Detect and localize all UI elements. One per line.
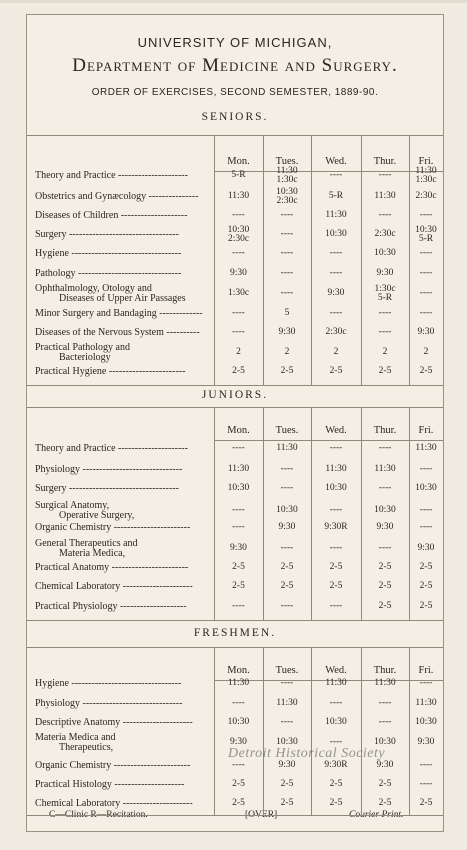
schedule-cell: 10:30 5-R [415, 225, 437, 244]
schedule-cell: 2-5 [419, 798, 433, 808]
schedule-cell: ---- [280, 268, 294, 278]
schedule-cell: 11:30 1:30c [276, 166, 298, 185]
schedule-cell: 11:30 [374, 678, 396, 688]
schedule-cell: ---- [329, 543, 343, 553]
schedule-cell: ---- [232, 522, 245, 532]
schedule-cell: ---- [280, 601, 294, 611]
schedule-cell: 10:30 [325, 717, 347, 727]
subject-label [35, 269, 213, 279]
schedule-cell: 2-5 [329, 798, 343, 808]
schedule-cell: 2-5 [378, 779, 392, 789]
schedule-cell: 2 [423, 347, 429, 357]
schedule-cell: 10:30 [227, 717, 250, 727]
schedule-cell: 2-5 [329, 779, 343, 789]
day-header: Fri. [418, 425, 434, 436]
schedule-cell: ---- [419, 268, 433, 278]
schedule-cell: 9:30 [278, 327, 296, 337]
schedule-cell: ---- [419, 678, 433, 688]
schedule-cell: ---- [280, 717, 294, 727]
subject-line: Therapeutics, [59, 742, 114, 753]
schedule-cell: ---- [232, 698, 245, 708]
schedule-cell: 9:30 [230, 543, 247, 553]
university-heading: UNIVERSITY OF MICHIGAN, [137, 35, 333, 50]
day-header: Mon. [227, 425, 250, 436]
schedule-cell: ---- [329, 443, 343, 453]
subject-label [35, 484, 213, 494]
schedule-cell: 10:30 2:30c [227, 225, 250, 244]
schedule-cell: ---- [419, 505, 433, 515]
schedule-cell: 9:30 [327, 288, 345, 298]
schedule-cell: 9:30 [417, 327, 435, 337]
day-header: Thur. [373, 425, 397, 436]
schedule-cell: 2:30c [325, 327, 347, 337]
schedule-cell: 11:30 [227, 678, 250, 688]
section-bottom-rule [27, 385, 443, 386]
schedule-cell: ---- [329, 505, 343, 515]
schedule-cell: 9:30 [278, 522, 296, 532]
schedule-cell: ---- [329, 308, 343, 318]
schedule-cell: ---- [419, 779, 433, 789]
schedule-cell: 2-5 [329, 581, 343, 591]
schedule-cell: 2-5 [329, 366, 343, 376]
subject-line: Ophthalmology, Otology and [35, 284, 152, 294]
subject-label [35, 563, 213, 573]
subject-line: Hygiene --------------------------------- [35, 249, 182, 259]
section-top-rule [27, 135, 443, 136]
subject-label [35, 192, 213, 202]
schedule-cell: ---- [378, 443, 392, 453]
subject-line: Minor Surgery and Bandaging ------------- [35, 309, 203, 319]
schedule-cell: 2-5 [419, 562, 433, 572]
schedule-cell: 9:30 [230, 268, 247, 278]
subject-label [35, 718, 213, 728]
schedule-cell: ---- [378, 170, 392, 180]
schedule-cell: ---- [419, 760, 433, 770]
subject-label [35, 582, 213, 592]
schedule-cell: ---- [419, 210, 433, 220]
subject-line: Theory and Practice --------------------- [35, 444, 188, 454]
subject-label [35, 343, 213, 363]
schedule-cell: 2-5 [329, 562, 343, 572]
day-header: Fri. [418, 665, 434, 676]
schedule-cell: 10:30 [374, 505, 396, 515]
day-header: Wed. [325, 425, 347, 436]
subject-label [35, 539, 213, 559]
schedule-cell: 2-5 [232, 798, 245, 808]
subject-line: Practical Hygiene ----------------------- [35, 367, 186, 377]
schedule-cell: 5-R [328, 191, 344, 201]
footer-printer: Courier Print. [349, 810, 404, 820]
schedule-cell: 2-5 [232, 779, 245, 789]
schedule-cell: ---- [329, 268, 343, 278]
subject-line: Surgery --------------------------------- [35, 230, 179, 240]
section-top-rule [27, 647, 443, 648]
schedule-cell: ---- [419, 248, 433, 258]
subject-label [35, 799, 213, 809]
subject-line: Operative Surgery, [59, 510, 135, 521]
schedule-cell: ---- [232, 327, 245, 337]
schedule-cell: ---- [329, 601, 343, 611]
day-header: Wed. [325, 156, 347, 167]
subject-line: Diseases of Children -------------------- [35, 211, 188, 221]
subject-line: General Therapeutics and [35, 539, 138, 549]
subject-line: Organic Chemistry ----------------------- [35, 761, 191, 771]
schedule-cell: ---- [232, 601, 245, 611]
schedule-cell: 11:30 [276, 443, 298, 453]
schedule-cell: 10:30 [276, 737, 298, 747]
page-top-edge [0, 0, 467, 3]
schedule-cell: 11:30 1:30c [415, 166, 437, 185]
schedule-cell: 1:30c [227, 288, 250, 298]
day-header: Mon. [227, 665, 250, 676]
schedule-cell: ---- [419, 464, 433, 474]
subject-line: Chemical Laboratory --------------------- [35, 582, 193, 592]
schedule-cell: 11:30 [415, 698, 437, 708]
schedule-cell: 2:30c [415, 191, 437, 201]
schedule-cell: 2-5 [419, 366, 433, 376]
schedule-cell: 11:30 [325, 210, 347, 220]
schedule-cell: ---- [378, 210, 392, 220]
schedule-cell: ---- [378, 308, 392, 318]
schedule-cell: 11:30 [227, 464, 250, 474]
schedule-cell: 2 [333, 347, 339, 357]
schedule-cell: 10:30 [374, 248, 396, 258]
schedule-cell: 9:30 [376, 760, 394, 770]
subject-label [35, 523, 213, 533]
schedule-cell: 10:30 [325, 229, 347, 239]
semester-subtitle: ORDER OF EXERCISES, SECOND SEMESTER, 1889-90. [91, 87, 379, 98]
schedule-cell: 9:30 [376, 268, 394, 278]
schedule-cell: ---- [232, 210, 245, 220]
section-title: SENIORS. [201, 111, 269, 123]
schedule-cell: 10:30 [325, 483, 347, 493]
schedule-cell: 9:30 [417, 737, 435, 747]
day-header: Fri. [418, 156, 434, 167]
footer-over: [OVER] [245, 810, 278, 820]
subject-label [35, 171, 213, 181]
subject-line: Diseases of the Nervous System ---------- [35, 328, 200, 338]
schedule-cell: ---- [378, 327, 392, 337]
section-title: JUNIORS. [201, 389, 269, 401]
schedule-cell: 9:30 [417, 543, 435, 553]
schedule-cell: ---- [280, 464, 294, 474]
schedule-cell: 2-5 [378, 798, 392, 808]
schedule-cell: 10:30 2:30c [276, 187, 298, 206]
subject-line: Practical Histology --------------------- [35, 780, 185, 790]
schedule-cell: 5 [284, 308, 290, 318]
schedule-cell: 2 [284, 347, 290, 357]
schedule-cell: ---- [419, 288, 433, 298]
schedule-cell: 11:30 [276, 698, 298, 708]
schedule-cell: ---- [232, 505, 245, 515]
day-header: Tues. [275, 156, 299, 167]
subject-label [35, 249, 213, 259]
schedule-cell: 10:30 [415, 483, 437, 493]
schedule-cell: ---- [280, 210, 294, 220]
subject-label [35, 328, 213, 338]
subject-line: Pathology ------------------------------- [35, 269, 182, 279]
schedule-cell: 2-5 [378, 562, 392, 572]
schedule-cell: 2-5 [232, 581, 245, 591]
subject-line: Practical Physiology -------------------- [35, 602, 187, 612]
schedule-cell: ---- [329, 698, 343, 708]
subject-line: Hygiene --------------------------------- [35, 679, 182, 689]
schedule-cell: 2 [236, 347, 241, 357]
footer-legend: C—Clinic R—Recitation. [49, 810, 148, 820]
schedule-cell: 11:30 [415, 443, 437, 453]
subject-line: Descriptive Anatomy --------------------- [35, 718, 193, 728]
subject-label [35, 211, 213, 221]
schedule-cell: ---- [329, 248, 343, 258]
subject-line: Materia Medica and [35, 733, 116, 743]
schedule-cell: 1:30c 5-R [374, 284, 396, 303]
schedule-cell: 11:30 [374, 191, 396, 201]
subject-line: Chemical Laboratory --------------------- [35, 799, 193, 809]
schedule-cell: ---- [280, 483, 294, 493]
schedule-cell: 5-R [231, 170, 246, 180]
subject-label [35, 230, 213, 240]
schedule-cell: 9:30R [324, 760, 348, 770]
schedule-cell: 2-5 [280, 562, 294, 572]
subject-line: Obstetrics and Gynæcology --------------- [35, 192, 199, 202]
schedule-cell: 10:30 [374, 737, 396, 747]
subject-label [35, 284, 213, 304]
schedule-cell: ---- [232, 760, 245, 770]
schedule-cell: ---- [378, 698, 392, 708]
schedule-cell: 2-5 [419, 601, 433, 611]
schedule-cell: 9:30 [376, 522, 394, 532]
watermark-stamp: Detroit Historical Society [228, 746, 386, 761]
schedule-cell: 2-5 [378, 366, 392, 376]
subject-label [35, 444, 213, 454]
schedule-cell: ---- [232, 443, 245, 453]
schedule-cell: ---- [280, 543, 294, 553]
schedule-cell: 11:30 [227, 191, 250, 201]
subject-line: Practical Pathology and [35, 343, 130, 353]
subject-line: Theory and Practice --------------------- [35, 171, 188, 181]
schedule-cell: ---- [232, 308, 245, 318]
section-bottom-rule [27, 815, 443, 816]
schedule-cell: ---- [280, 248, 294, 258]
schedule-cell: 2-5 [232, 562, 245, 572]
schedule-cell: 2-5 [378, 601, 392, 611]
schedule-cell: 9:30R [324, 522, 348, 532]
schedule-cell: ---- [419, 308, 433, 318]
day-header: Tues. [275, 665, 299, 676]
day-header: Thur. [373, 156, 397, 167]
schedule-cell: ---- [378, 483, 392, 493]
subject-line: Organic Chemistry ----------------------- [35, 523, 191, 533]
subject-line: Physiology ------------------------------ [35, 699, 183, 709]
subject-line: Surgery --------------------------------- [35, 484, 179, 494]
subject-label [35, 501, 213, 521]
schedule-cell: ---- [280, 229, 294, 239]
schedule-cell: 9:30 [230, 737, 247, 747]
subject-line: Practical Anatomy ----------------------- [35, 563, 189, 573]
schedule-cell: ---- [378, 717, 392, 727]
schedule-sheet [26, 14, 444, 832]
schedule-cell: ---- [280, 288, 294, 298]
day-header: Thur. [373, 665, 397, 676]
subject-label [35, 761, 213, 771]
day-header: Tues. [275, 425, 299, 436]
subject-label [35, 699, 213, 709]
schedule-cell: 2-5 [378, 581, 392, 591]
schedule-cell: 2:30c [374, 229, 396, 239]
section-title: FRESHMEN. [193, 627, 277, 639]
section-top-rule [27, 407, 443, 408]
schedule-cell: 2-5 [280, 798, 294, 808]
schedule-cell: ---- [419, 522, 433, 532]
day-header: Wed. [325, 665, 347, 676]
day-header: Mon. [227, 156, 250, 167]
subject-line: Diseases of Upper Air Passages [59, 293, 186, 304]
schedule-cell: 11:30 [374, 464, 396, 474]
schedule-cell: 2-5 [280, 366, 294, 376]
department-heading: Department of Medicine and Surgery. [72, 55, 398, 76]
schedule-cell: 9:30 [278, 760, 296, 770]
schedule-cell: 2-5 [280, 779, 294, 789]
schedule-cell: 10:30 [227, 483, 250, 493]
subject-line: Surgical Anatomy, [35, 501, 110, 511]
subject-line: Materia Medica, [59, 548, 126, 559]
schedule-cell: 11:30 [325, 678, 347, 688]
subject-label [35, 602, 213, 612]
subject-label [35, 367, 213, 377]
schedule-cell: 10:30 [276, 505, 298, 515]
schedule-cell: ---- [280, 678, 294, 688]
subject-label [35, 309, 213, 319]
schedule-cell: 2-5 [280, 581, 294, 591]
schedule-cell: 11:30 [325, 464, 347, 474]
schedule-cell: ---- [378, 543, 392, 553]
subject-line: Bacteriology [59, 352, 111, 363]
subject-label [35, 780, 213, 790]
schedule-cell: 2-5 [232, 366, 245, 376]
subject-label [35, 465, 213, 475]
schedule-cell: ---- [232, 248, 245, 258]
subject-label [35, 733, 213, 753]
schedule-cell: 2-5 [419, 581, 433, 591]
schedule-cell: ---- [329, 737, 343, 747]
section-bottom-rule [27, 620, 443, 621]
subject-line: Physiology ------------------------------ [35, 465, 183, 475]
schedule-cell: 10:30 [415, 717, 437, 727]
subject-label [35, 679, 213, 689]
schedule-cell: 2 [382, 347, 388, 357]
schedule-cell: ---- [329, 170, 343, 180]
